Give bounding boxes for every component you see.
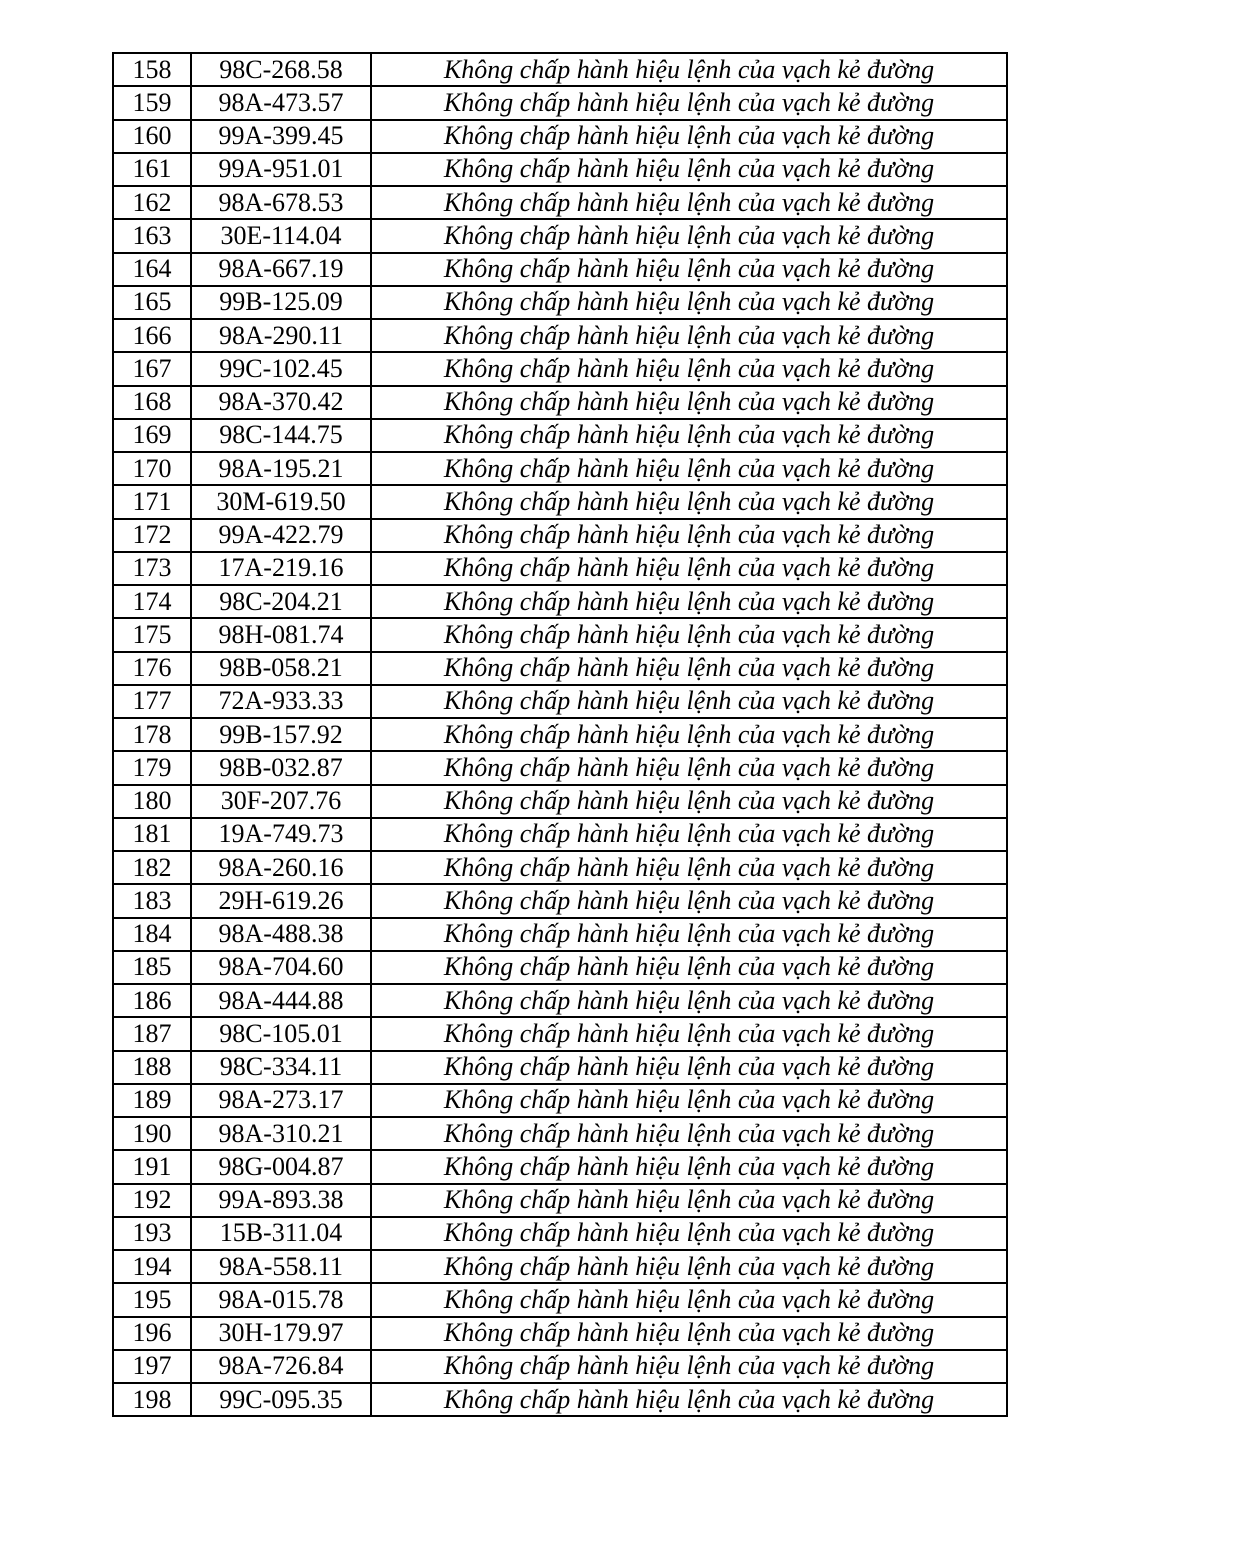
violation-cell: Không chấp hành hiệu lệnh của vạch kẻ đường [371,352,1007,385]
table-row [113,718,1007,751]
license-plate-cell: 98A-558.11 [191,1250,371,1283]
license-plate-cell: 98H-081.74 [191,618,371,651]
row-number-cell: 175 [113,618,191,651]
row-number-cell: 189 [113,1084,191,1117]
table-row [113,951,1007,984]
license-plate-cell: 98C-268.58 [191,53,371,86]
violation-cell: Không chấp hành hiệu lệnh của vạch kẻ đường [371,984,1007,1017]
license-plate-cell: 99C-102.45 [191,352,371,385]
violation-cell: Không chấp hành hiệu lệnh của vạch kẻ đường [371,918,1007,951]
violation-cell: Không chấp hành hiệu lệnh của vạch kẻ đường [371,718,1007,751]
violations-table [112,52,1008,1417]
violation-cell: Không chấp hành hiệu lệnh của vạch kẻ đường [371,585,1007,618]
row-number-cell: 164 [113,253,191,286]
table-row [113,685,1007,718]
license-plate-cell: 98A-370.42 [191,386,371,419]
license-plate-cell: 98A-704.60 [191,951,371,984]
row-number-cell: 171 [113,485,191,518]
license-plate-cell: 17A-219.16 [191,552,371,585]
violation-cell: Không chấp hành hiệu lệnh của vạch kẻ đường [371,1117,1007,1150]
violation-cell: Không chấp hành hiệu lệnh của vạch kẻ đường [371,53,1007,86]
violation-cell: Không chấp hành hiệu lệnh của vạch kẻ đường [371,652,1007,685]
violation-cell: Không chấp hành hiệu lệnh của vạch kẻ đường [371,818,1007,851]
violation-cell: Không chấp hành hiệu lệnh của vạch kẻ đường [371,1051,1007,1084]
violation-cell: Không chấp hành hiệu lệnh của vạch kẻ đường [371,485,1007,518]
license-plate-cell: 98A-310.21 [191,1117,371,1150]
violation-cell: Không chấp hành hiệu lệnh của vạch kẻ đường [371,253,1007,286]
license-plate-cell: 98A-195.21 [191,452,371,485]
row-number-cell: 174 [113,585,191,618]
table-row [113,253,1007,286]
violation-cell: Không chấp hành hiệu lệnh của vạch kẻ đường [371,286,1007,319]
violation-cell: Không chấp hành hiệu lệnh của vạch kẻ đường [371,186,1007,219]
row-number-cell: 180 [113,785,191,818]
violation-cell: Không chấp hành hiệu lệnh của vạch kẻ đường [371,1217,1007,1250]
license-plate-cell: 30M-619.50 [191,485,371,518]
license-plate-cell: 98A-473.57 [191,86,371,119]
row-number-cell: 196 [113,1317,191,1350]
violation-cell: Không chấp hành hiệu lệnh của vạch kẻ đường [371,419,1007,452]
violation-cell: Không chấp hành hiệu lệnh của vạch kẻ đường [371,618,1007,651]
table-row [113,386,1007,419]
violation-cell: Không chấp hành hiệu lệnh của vạch kẻ đường [371,884,1007,917]
table-row [113,1283,1007,1316]
license-plate-cell: 99C-095.35 [191,1383,371,1416]
table-row [113,120,1007,153]
license-plate-cell: 15B-311.04 [191,1217,371,1250]
violation-cell: Không chấp hành hiệu lệnh của vạch kẻ đường [371,1084,1007,1117]
violation-cell: Không chấp hành hiệu lệnh của vạch kẻ đường [371,685,1007,718]
table-row [113,818,1007,851]
license-plate-cell: 99A-422.79 [191,519,371,552]
table-row [113,1051,1007,1084]
license-plate-cell: 98A-726.84 [191,1350,371,1383]
row-number-cell: 178 [113,718,191,751]
row-number-cell: 185 [113,951,191,984]
row-number-cell: 198 [113,1383,191,1416]
row-number-cell: 176 [113,652,191,685]
table-row [113,785,1007,818]
table-row [113,219,1007,252]
row-number-cell: 159 [113,86,191,119]
row-number-cell: 158 [113,53,191,86]
row-number-cell: 172 [113,519,191,552]
table-row [113,1350,1007,1383]
license-plate-cell: 98C-105.01 [191,1017,371,1050]
license-plate-cell: 98A-260.16 [191,851,371,884]
license-plate-cell: 99A-399.45 [191,120,371,153]
license-plate-cell: 98C-334.11 [191,1051,371,1084]
table-row [113,153,1007,186]
violation-cell: Không chấp hành hiệu lệnh của vạch kẻ đường [371,1283,1007,1316]
row-number-cell: 179 [113,751,191,784]
license-plate-cell: 29H-619.26 [191,884,371,917]
row-number-cell: 160 [113,120,191,153]
license-plate-cell: 99A-951.01 [191,153,371,186]
license-plate-cell: 98A-444.88 [191,984,371,1017]
row-number-cell: 166 [113,319,191,352]
license-plate-cell: 98B-058.21 [191,652,371,685]
violation-cell: Không chấp hành hiệu lệnh của vạch kẻ đường [371,1383,1007,1416]
table-body [113,53,1007,1416]
table-row [113,652,1007,685]
violation-cell: Không chấp hành hiệu lệnh của vạch kẻ đường [371,951,1007,984]
row-number-cell: 193 [113,1217,191,1250]
table-row [113,286,1007,319]
violation-cell: Không chấp hành hiệu lệnh của vạch kẻ đường [371,1317,1007,1350]
license-plate-cell: 98A-273.17 [191,1084,371,1117]
row-number-cell: 194 [113,1250,191,1283]
table-row [113,585,1007,618]
table-row [113,86,1007,119]
license-plate-cell: 30F-207.76 [191,785,371,818]
license-plate-cell: 98A-015.78 [191,1283,371,1316]
table-row [113,519,1007,552]
violation-cell: Không chấp hành hiệu lệnh của vạch kẻ đường [371,452,1007,485]
license-plate-cell: 98G-004.87 [191,1150,371,1183]
row-number-cell: 186 [113,984,191,1017]
table-row [113,1150,1007,1183]
table-row [113,1250,1007,1283]
table-row [113,1317,1007,1350]
violation-cell: Không chấp hành hiệu lệnh của vạch kẻ đường [371,1184,1007,1217]
row-number-cell: 168 [113,386,191,419]
row-number-cell: 181 [113,818,191,851]
license-plate-cell: 30E-114.04 [191,219,371,252]
row-number-cell: 187 [113,1017,191,1050]
table-row [113,1184,1007,1217]
violation-cell: Không chấp hành hiệu lệnh của vạch kẻ đường [371,219,1007,252]
row-number-cell: 192 [113,1184,191,1217]
license-plate-cell: 99B-125.09 [191,286,371,319]
table-row [113,1217,1007,1250]
table-row [113,1383,1007,1416]
row-number-cell: 197 [113,1350,191,1383]
violation-cell: Không chấp hành hiệu lệnh của vạch kẻ đường [371,386,1007,419]
row-number-cell: 195 [113,1283,191,1316]
table-row [113,618,1007,651]
table-row [113,352,1007,385]
table-row [113,53,1007,86]
table-row [113,485,1007,518]
row-number-cell: 182 [113,851,191,884]
row-number-cell: 183 [113,884,191,917]
row-number-cell: 169 [113,419,191,452]
row-number-cell: 165 [113,286,191,319]
license-plate-cell: 98C-144.75 [191,419,371,452]
violation-cell: Không chấp hành hiệu lệnh của vạch kẻ đường [371,1150,1007,1183]
row-number-cell: 167 [113,352,191,385]
table-row [113,851,1007,884]
table-row [113,918,1007,951]
table-row [113,751,1007,784]
row-number-cell: 162 [113,186,191,219]
license-plate-cell: 98C-204.21 [191,585,371,618]
row-number-cell: 173 [113,552,191,585]
table-row [113,984,1007,1017]
row-number-cell: 163 [113,219,191,252]
table-row [113,552,1007,585]
row-number-cell: 170 [113,452,191,485]
license-plate-cell: 98A-667.19 [191,253,371,286]
table-row [113,419,1007,452]
violation-cell: Không chấp hành hiệu lệnh của vạch kẻ đường [371,1350,1007,1383]
violation-cell: Không chấp hành hiệu lệnh của vạch kẻ đường [371,153,1007,186]
violation-cell: Không chấp hành hiệu lệnh của vạch kẻ đường [371,751,1007,784]
violation-cell: Không chấp hành hiệu lệnh của vạch kẻ đường [371,319,1007,352]
license-plate-cell: 98A-678.53 [191,186,371,219]
license-plate-cell: 98A-290.11 [191,319,371,352]
row-number-cell: 184 [113,918,191,951]
violation-cell: Không chấp hành hiệu lệnh của vạch kẻ đường [371,120,1007,153]
violation-cell: Không chấp hành hiệu lệnh của vạch kẻ đường [371,1017,1007,1050]
violation-cell: Không chấp hành hiệu lệnh của vạch kẻ đường [371,785,1007,818]
violation-cell: Không chấp hành hiệu lệnh của vạch kẻ đường [371,851,1007,884]
row-number-cell: 190 [113,1117,191,1150]
license-plate-cell: 98B-032.87 [191,751,371,784]
violation-cell: Không chấp hành hiệu lệnh của vạch kẻ đường [371,552,1007,585]
table-row [113,884,1007,917]
violation-cell: Không chấp hành hiệu lệnh của vạch kẻ đường [371,1250,1007,1283]
license-plate-cell: 19A-749.73 [191,818,371,851]
table-row [113,452,1007,485]
row-number-cell: 161 [113,153,191,186]
violation-cell: Không chấp hành hiệu lệnh của vạch kẻ đường [371,86,1007,119]
row-number-cell: 177 [113,685,191,718]
license-plate-cell: 72A-933.33 [191,685,371,718]
row-number-cell: 188 [113,1051,191,1084]
license-plate-cell: 98A-488.38 [191,918,371,951]
table-row [113,319,1007,352]
violation-cell: Không chấp hành hiệu lệnh của vạch kẻ đường [371,519,1007,552]
table-row [113,1084,1007,1117]
license-plate-cell: 99A-893.38 [191,1184,371,1217]
table-row [113,1017,1007,1050]
table-row [113,1117,1007,1150]
row-number-cell: 191 [113,1150,191,1183]
license-plate-cell: 30H-179.97 [191,1317,371,1350]
table-row [113,186,1007,219]
license-plate-cell: 99B-157.92 [191,718,371,751]
